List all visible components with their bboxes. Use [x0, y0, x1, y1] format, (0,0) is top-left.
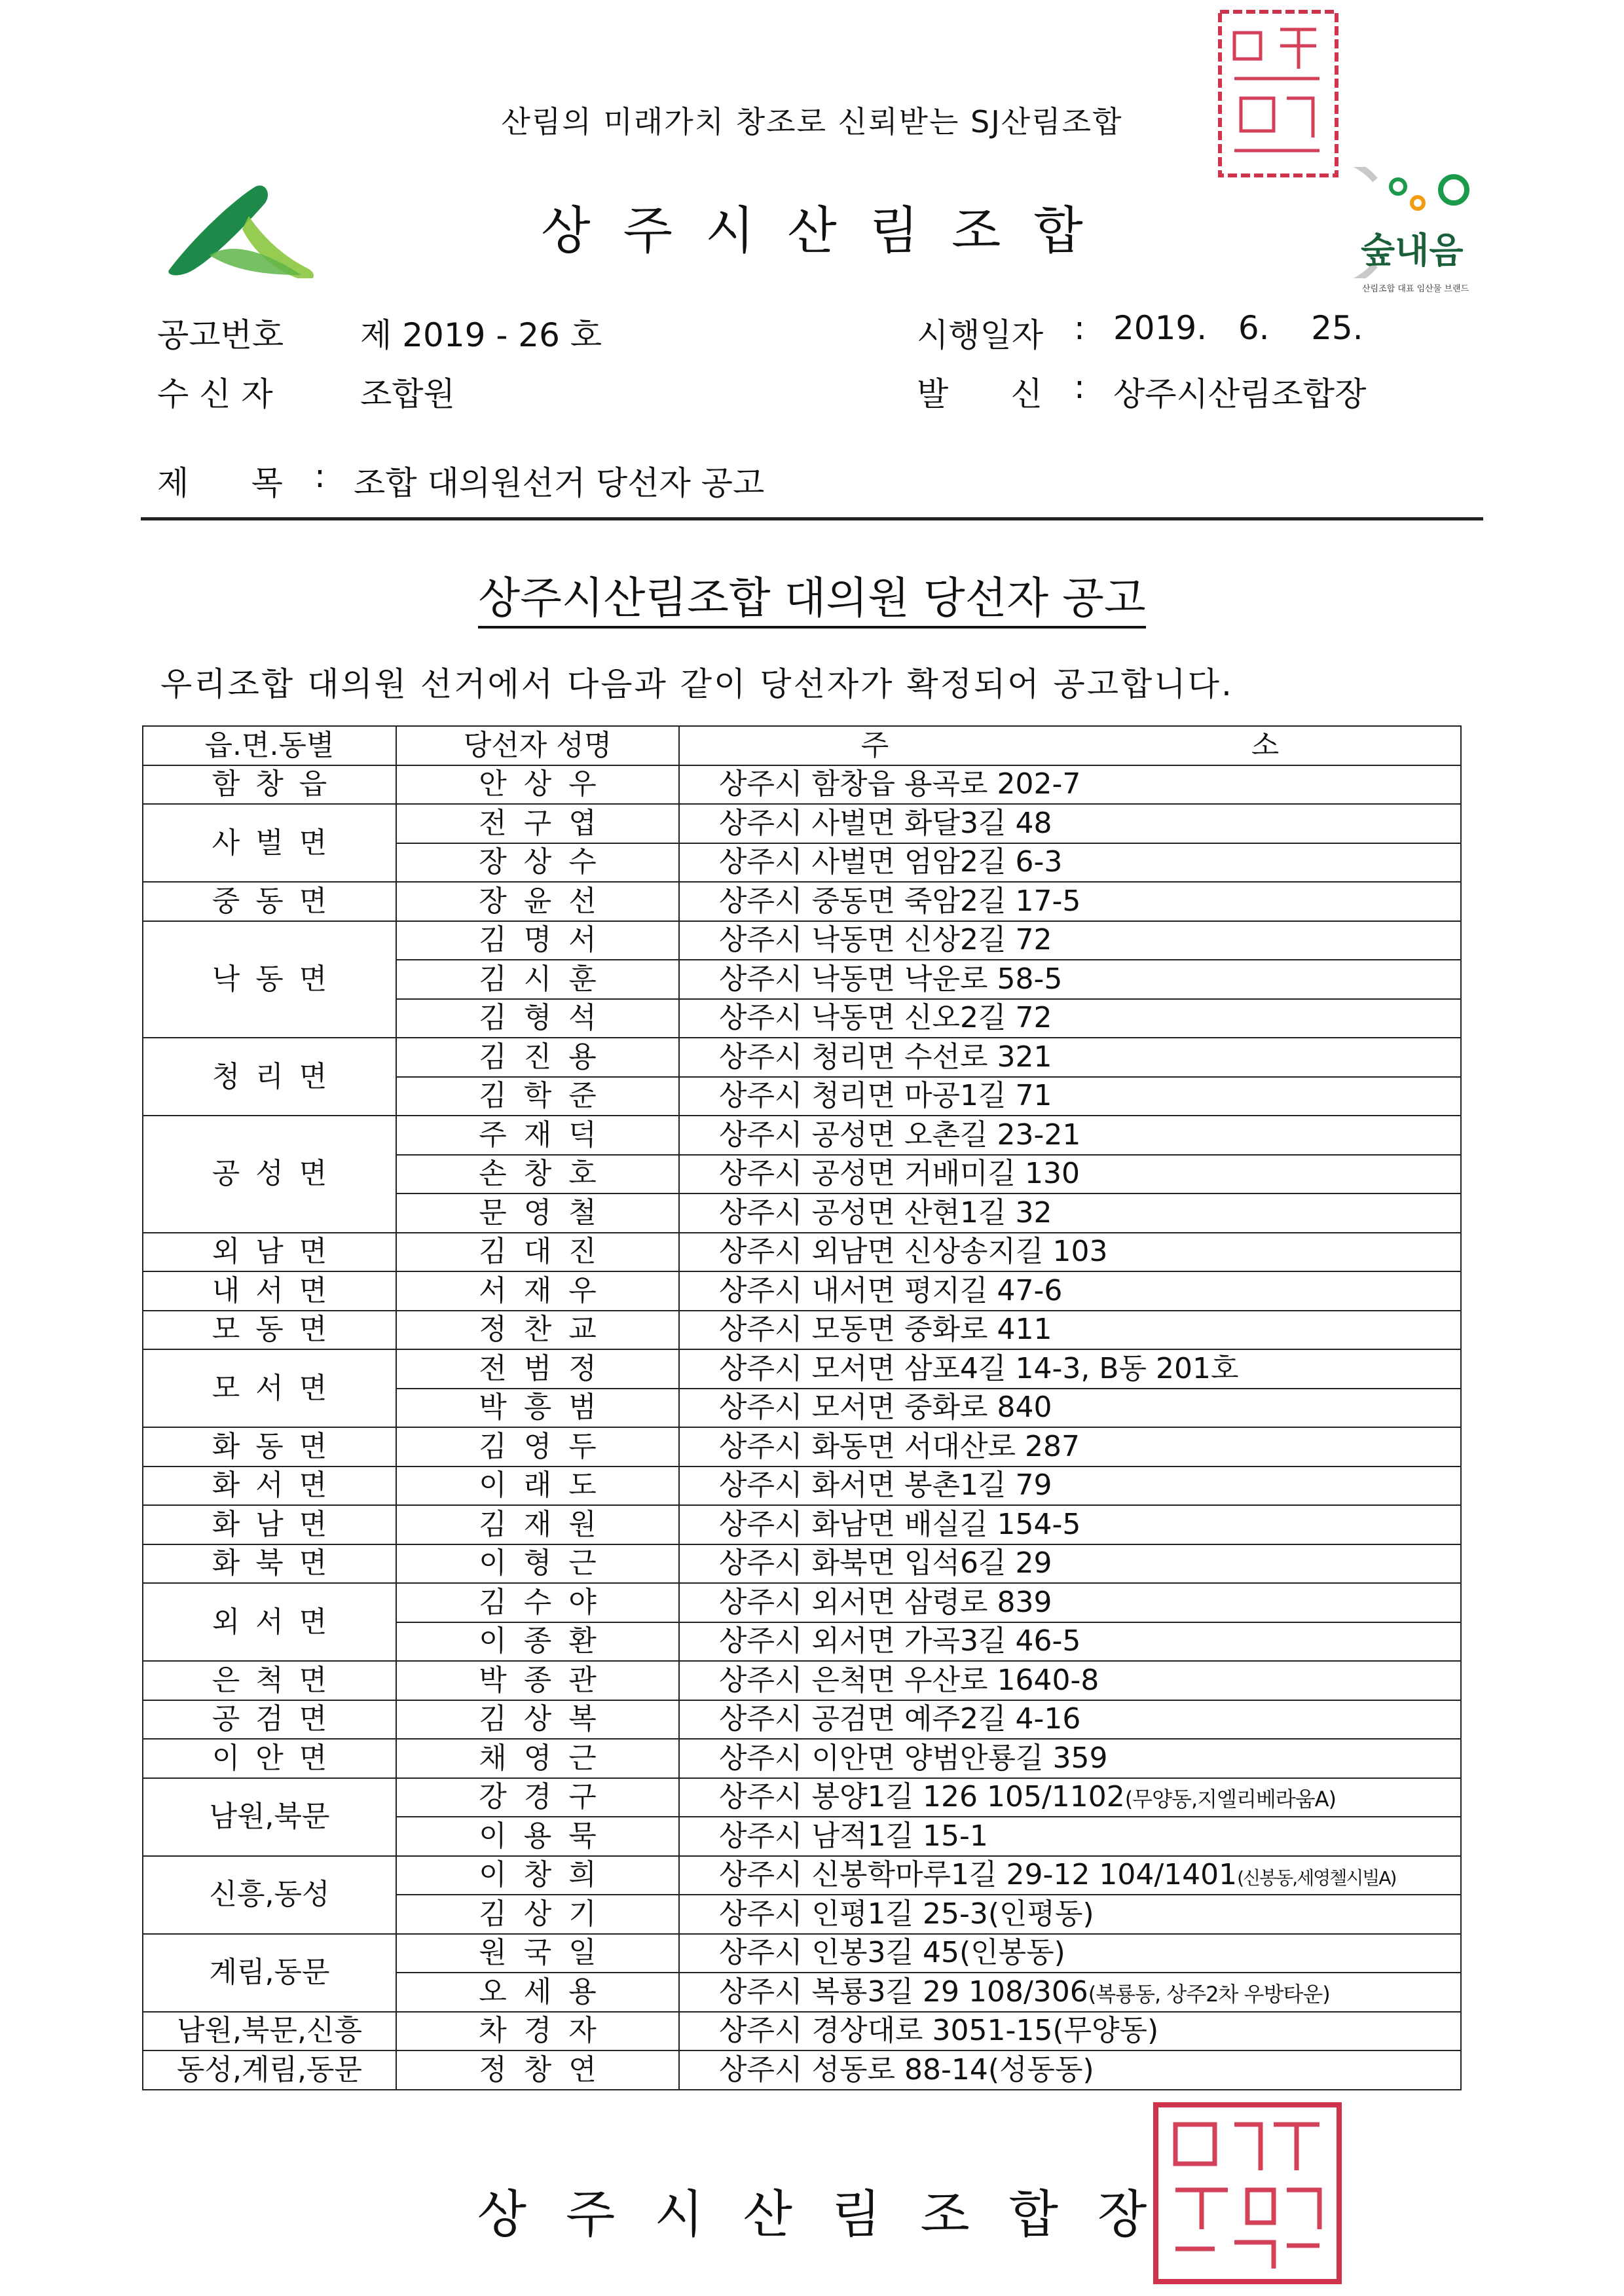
district-cell: 외서면	[143, 1583, 396, 1661]
address-text: 상주시 은척면 우산로 1640-8	[719, 1663, 1099, 1697]
address-cell	[679, 1583, 1461, 1622]
winner-name-cell: 이래도	[396, 1467, 679, 1506]
address-cell	[679, 1544, 1461, 1584]
address-cell	[679, 1349, 1461, 1389]
table-row	[143, 882, 1461, 921]
header-address-1: 주	[860, 728, 889, 762]
address-text: 상주시 화동면 서대산로 287	[719, 1429, 1080, 1463]
address-text: 상주시 내서면 평지길 47-6	[719, 1273, 1063, 1307]
district-cell: 공성면	[143, 1116, 396, 1233]
address-text: 상주시 봉양1길 126 105/1102	[719, 1780, 1125, 1814]
intro-text: 우리조합 대의원 선거에서 다음과 같이 당선자가 확정되어 공고합니다.	[160, 665, 1234, 703]
address-cell	[679, 1311, 1461, 1350]
address-text: 상주시 공성면 거배미길 130	[719, 1157, 1080, 1191]
address-note: (신봉동,세영첼시빌A)	[1237, 1867, 1396, 1889]
colon: :	[1074, 368, 1085, 406]
colon: :	[314, 457, 325, 495]
address-text: 상주시 복룡3길 29 108/306	[719, 1975, 1088, 2009]
winner-name-cell: 정찬교	[396, 1311, 679, 1350]
winner-name-cell: 김형석	[396, 999, 679, 1038]
winner-name-cell: 문영철	[396, 1194, 679, 1233]
district-cell: 남원,북문	[143, 1778, 396, 1856]
header-address-2: 소	[1251, 728, 1280, 762]
address-cell	[679, 1077, 1461, 1116]
address-text: 상주시 청리면 수선로 321	[719, 1040, 1052, 1074]
table-row	[143, 1271, 1461, 1311]
recipient-label: 수 신 자	[157, 375, 273, 413]
district-cell: 남원,북문,신흥	[143, 2012, 396, 2051]
winner-name-cell: 김영두	[396, 1427, 679, 1467]
district-cell: 모서면	[143, 1349, 396, 1427]
sender-label: 발 신	[917, 375, 1043, 413]
address-cell	[679, 2012, 1461, 2051]
address-cell	[679, 1622, 1461, 1662]
address-text: 상주시 낙동면 신상2길 72	[719, 923, 1052, 957]
address-text: 상주시 화서면 봉촌1길 79	[719, 1468, 1052, 1503]
address-cell	[679, 843, 1461, 883]
table-row	[143, 1544, 1461, 1584]
district-cell: 신흥,동성	[143, 1856, 396, 1934]
winner-name-cell: 김대진	[396, 1233, 679, 1272]
district-cell: 이안면	[143, 1739, 396, 1778]
address-text: 상주시 외서면 삼령로 839	[719, 1585, 1052, 1619]
union-head-seal-icon	[1149, 2098, 1346, 2288]
effective-date-value: 2019. 6. 25.	[1113, 309, 1363, 347]
subject-label: 제 목	[157, 464, 283, 502]
address-cell	[679, 1934, 1461, 1973]
address-text: 상주시 공검면 예주2길 4-16	[719, 1702, 1081, 1736]
district-cell: 계림,동문	[143, 1934, 396, 2012]
address-text: 상주시 낙동면 신오2길 72	[719, 1001, 1052, 1035]
document-heading	[0, 563, 1624, 625]
header-winner-name: 당선자 성명	[396, 726, 679, 765]
winner-name-cell: 오세용	[396, 1973, 679, 2012]
address-cell	[679, 1389, 1461, 1428]
address-text: 상주시 외서면 가곡3길 46-5	[719, 1624, 1081, 1658]
address-text: 상주시 화북면 입석6길 29	[719, 1546, 1052, 1580]
brand-subtitle: 산림조합 대표 임산물 브랜드	[1362, 284, 1469, 294]
address-text: 상주시 이안면 양범안룡길 359	[719, 1741, 1108, 1775]
winner-name-cell: 안상우	[396, 765, 679, 805]
winner-name-cell: 김상기	[396, 1895, 679, 1934]
district-cell: 모동면	[143, 1311, 396, 1350]
table-row	[143, 1856, 1461, 1895]
signature: 상주시산림조합장	[477, 2185, 1187, 2244]
table-row	[143, 2050, 1461, 2090]
address-cell	[679, 921, 1461, 960]
winners-table	[142, 725, 1462, 2090]
district-cell: 외남면	[143, 1233, 396, 1272]
winner-name-cell: 이종환	[396, 1622, 679, 1662]
address-cell	[679, 1505, 1461, 1544]
winner-name-cell: 장상수	[396, 843, 679, 883]
address-cell	[679, 999, 1461, 1038]
district-cell: 중동면	[143, 882, 396, 921]
address-text: 상주시 공성면 산현1길 32	[719, 1195, 1052, 1230]
table-row	[143, 765, 1461, 805]
notice-number-label: 공고번호	[157, 316, 284, 354]
address-text: 상주시 모서면 삼포4길 14-3, B동 201호	[719, 1351, 1239, 1385]
address-text: 상주시 인평1길 25-3(인평동)	[719, 1897, 1094, 1931]
colon: :	[1074, 309, 1085, 347]
table-row	[143, 1233, 1461, 1272]
winner-name-cell: 김진용	[396, 1038, 679, 1077]
address-cell	[679, 1817, 1461, 1856]
address-cell	[679, 1038, 1461, 1077]
table-row	[143, 1038, 1461, 1077]
address-cell	[679, 1778, 1461, 1817]
table-row	[143, 1311, 1461, 1350]
district-cell: 화남면	[143, 1505, 396, 1544]
address-text: 상주시 사벌면 화달3길 48	[719, 806, 1052, 840]
address-note: (복룡동, 상주2차 우방타운)	[1088, 1981, 1330, 2007]
sender-value: 상주시산림조합장	[1113, 375, 1367, 413]
address-cell	[679, 1467, 1461, 1506]
address-cell	[679, 882, 1461, 921]
address-cell	[679, 765, 1461, 805]
winner-name-cell: 김학준	[396, 1077, 679, 1116]
district-cell: 사벌면	[143, 804, 396, 882]
table-header-row	[143, 726, 1461, 765]
table-row	[143, 1700, 1461, 1740]
winner-name-cell: 정창연	[396, 2050, 679, 2090]
winner-name-cell: 장윤선	[396, 882, 679, 921]
winner-name-cell: 전범정	[396, 1349, 679, 1389]
winner-name-cell: 김상복	[396, 1700, 679, 1740]
winner-name-cell: 이형근	[396, 1544, 679, 1584]
district-cell: 내서면	[143, 1271, 396, 1311]
winner-name-cell: 서재우	[396, 1271, 679, 1311]
table-row	[143, 1661, 1461, 1700]
winner-name-cell: 원국일	[396, 1934, 679, 1973]
official-seal-icon	[1215, 7, 1342, 183]
address-cell	[679, 1856, 1461, 1895]
address-text: 상주시 함창읍 용곡로 202-7	[719, 767, 1081, 801]
table-row	[143, 1778, 1461, 1817]
address-text: 상주시 사벌면 엄암2길 6-3	[719, 845, 1063, 879]
address-cell	[679, 1661, 1461, 1700]
header-address	[679, 726, 1461, 765]
address-cell	[679, 1427, 1461, 1467]
district-cell: 화서면	[143, 1467, 396, 1506]
notice-number-value: 제 2019 - 26 호	[360, 316, 602, 354]
address-note: (무양동,지엘리베라움A)	[1124, 1787, 1336, 1812]
address-text: 상주시 청리면 마공1길 71	[719, 1079, 1052, 1113]
address-cell	[679, 1973, 1461, 2012]
table-row	[143, 1427, 1461, 1467]
address-cell	[679, 1116, 1461, 1155]
winner-name-cell: 김시훈	[396, 960, 679, 999]
district-cell: 낙동면	[143, 921, 396, 1038]
address-cell	[679, 1233, 1461, 1272]
address-cell	[679, 1895, 1461, 1934]
table-row	[143, 804, 1461, 843]
org-title: 상주시산림조합	[541, 202, 1116, 261]
address-text: 상주시 화남면 배실길 154-5	[719, 1507, 1081, 1541]
address-text: 상주시 모서면 중화로 840	[719, 1391, 1052, 1425]
recipient-value: 조합원	[360, 375, 455, 413]
district-cell: 화북면	[143, 1544, 396, 1584]
table-row	[143, 1583, 1461, 1622]
header-district: 읍.면.동별	[143, 726, 396, 765]
table-row	[143, 1505, 1461, 1544]
address-cell	[679, 804, 1461, 843]
address-text: 상주시 남적1길 15-1	[719, 1819, 988, 1853]
winner-name-cell: 손창호	[396, 1155, 679, 1194]
brand-name: 숲내음	[1361, 230, 1464, 271]
address-text: 상주시 신봉학마루1길 29-12 104/1401	[719, 1858, 1238, 1892]
winner-name-cell: 이용묵	[396, 1817, 679, 1856]
winner-name-cell: 박흥범	[396, 1389, 679, 1428]
winner-name-cell: 주재덕	[396, 1116, 679, 1155]
winner-name-cell: 김수야	[396, 1583, 679, 1622]
winner-name-cell: 김명서	[396, 921, 679, 960]
slogan: 산림의 미래가치 창조로 신뢰받는 SJ산림조합	[501, 104, 1123, 139]
document-heading-text: 상주시산림조합 대의원 당선자 공고	[478, 573, 1145, 629]
address-cell	[679, 1194, 1461, 1233]
effective-date-label: 시행일자	[917, 316, 1044, 354]
table-row	[143, 2012, 1461, 2051]
address-cell	[679, 1739, 1461, 1778]
winner-name-cell: 김재원	[396, 1505, 679, 1544]
table-row	[143, 1349, 1461, 1389]
address-text: 상주시 인봉3길 45(인봉동)	[719, 1936, 1065, 1970]
header-divider	[141, 517, 1483, 520]
address-cell	[679, 1271, 1461, 1311]
district-cell: 공검면	[143, 1700, 396, 1740]
subject-value: 조합 대의원선거 당선자 공고	[354, 464, 765, 502]
district-cell: 동성,계림,동문	[143, 2050, 396, 2090]
address-cell	[679, 2050, 1461, 2090]
table-row	[143, 921, 1461, 960]
winner-name-cell: 차경자	[396, 2012, 679, 2051]
table-row	[143, 1116, 1461, 1155]
address-text: 상주시 공성면 오촌길 23-21	[719, 1118, 1081, 1152]
table-row	[143, 1934, 1461, 1973]
address-text: 상주시 외남면 신상송지길 103	[719, 1235, 1108, 1269]
winner-name-cell: 이창희	[396, 1856, 679, 1895]
address-text: 상주시 모동면 중화로 411	[719, 1313, 1052, 1347]
address-text: 상주시 성동로 88-14(성동동)	[719, 2052, 1094, 2086]
address-cell	[679, 1155, 1461, 1194]
winner-name-cell: 박종관	[396, 1661, 679, 1700]
district-cell: 함창읍	[143, 765, 396, 805]
district-cell: 청리면	[143, 1038, 396, 1116]
winner-name-cell: 전구엽	[396, 804, 679, 843]
winner-name-cell: 채영근	[396, 1739, 679, 1778]
address-cell	[679, 1700, 1461, 1740]
table-row	[143, 1739, 1461, 1778]
district-cell: 은척면	[143, 1661, 396, 1700]
address-cell	[679, 960, 1461, 999]
winner-name-cell: 강경구	[396, 1778, 679, 1817]
address-text: 상주시 경상대로 3051-15(무양동)	[719, 2014, 1159, 2048]
address-text: 상주시 낙동면 낙운로 58-5	[719, 962, 1063, 996]
address-text: 상주시 중동면 죽암2길 17-5	[719, 884, 1081, 918]
table-row	[143, 1467, 1461, 1506]
district-cell: 화동면	[143, 1427, 396, 1467]
